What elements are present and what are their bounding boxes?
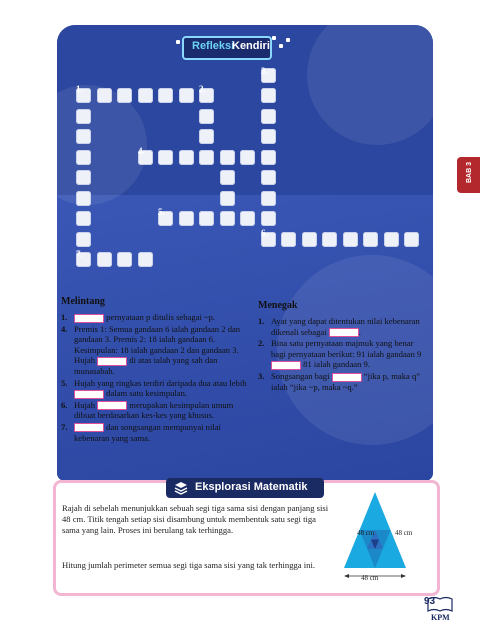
clue-text: di atas ialah yang sah dan munasabah. xyxy=(74,355,218,376)
exploration-paragraph-2: Hitung jumlah perimeter semua segi tiga sama sisi yang tak terhingga ini. xyxy=(62,560,315,570)
clue-number: 1. xyxy=(258,316,265,326)
clue-text: merupakan kesimpulan umum dibuat berdasarkan kes-kes yang khusus. xyxy=(74,399,234,421)
sparkle-icon xyxy=(286,38,290,42)
crossword-cell[interactable] xyxy=(97,252,112,267)
clue-down-3 xyxy=(258,371,428,392)
clue-text: pernyataan p ditulis sebagai ~p. xyxy=(104,312,216,322)
clue-number: 7. xyxy=(61,421,68,432)
answer-blank xyxy=(74,423,104,432)
crossword-cell[interactable] xyxy=(76,150,91,165)
clue-text: dan songsangan mempunyai nilai kebenaran yang sama. xyxy=(74,421,221,443)
answer-blank xyxy=(97,357,127,366)
crossword-cell[interactable] xyxy=(179,150,194,165)
clue-number: 3. xyxy=(258,370,265,381)
crossword-cell[interactable] xyxy=(261,88,276,103)
crossword-cell[interactable] xyxy=(240,211,255,226)
chapter-tab-label: BAB 3 xyxy=(466,161,473,183)
crossword-cell[interactable] xyxy=(76,232,91,247)
crossword-cell[interactable] xyxy=(199,211,214,226)
clue-down-1 xyxy=(258,316,428,337)
sierpinski-triangle-diagram xyxy=(340,490,436,586)
crossword-cell[interactable] xyxy=(281,232,296,247)
title-part1: Refleksi xyxy=(192,40,235,52)
reflection-title-badge xyxy=(182,36,272,60)
crossword-cell[interactable] xyxy=(384,232,399,247)
clue-number: 6. xyxy=(61,399,68,410)
title-part2: Kendiri xyxy=(232,40,270,52)
crossword-cell[interactable] xyxy=(199,150,214,165)
crossword-cell[interactable] xyxy=(199,129,214,144)
sparkle-icon xyxy=(176,40,180,44)
clue-text: . xyxy=(358,326,361,337)
layers-icon xyxy=(174,481,188,495)
sparkle-icon xyxy=(279,44,283,48)
crossword-cell[interactable] xyxy=(76,109,91,124)
exploration-paragraph-1: Rajah di sebelah menunjukkan sebuah segi tiga sama sisi dengan panjang sisi 48 cm. Titik tengah setiap sisi disambung untuk membentuk satu segi tiga sama yang lain. Proses ini berulang tak terhingga. xyxy=(62,503,329,535)
answer-blank xyxy=(329,328,359,337)
clues-across xyxy=(61,296,251,444)
crossword-cell[interactable] xyxy=(76,170,91,185)
clue-number-5: 5. xyxy=(158,207,165,217)
crossword-cell[interactable] xyxy=(220,170,235,185)
clue-text: Songsangan bagi xyxy=(271,370,332,381)
crossword-cell[interactable] xyxy=(220,211,235,226)
crossword-cell[interactable] xyxy=(199,109,214,124)
clues-down xyxy=(258,300,428,393)
clue-number-6: 6. xyxy=(261,228,268,238)
crossword-cell[interactable] xyxy=(158,150,173,165)
crossword-cell[interactable] xyxy=(363,232,378,247)
crossword-cell[interactable] xyxy=(261,150,276,165)
crossword-cell[interactable] xyxy=(97,88,112,103)
crossword-cell[interactable] xyxy=(240,150,255,165)
clue-number-4: 4. xyxy=(138,146,145,156)
clue-number-3: 3. xyxy=(261,66,268,76)
label-right-side: 48 cm xyxy=(395,529,413,537)
crossword-cell[interactable] xyxy=(302,232,317,247)
clue-across-7 xyxy=(61,422,251,443)
clue-text: Ayat yang dapat ditentukan nilai kebenaran dikenali sebagai xyxy=(271,316,420,337)
clue-number-1: 1. xyxy=(76,84,83,94)
crossword-cell[interactable] xyxy=(117,252,132,267)
clue-number: 5. xyxy=(61,377,68,388)
arrow-head xyxy=(401,574,406,578)
clue-text: dalam satu kesimpulan. xyxy=(104,388,188,399)
clues-down-heading: Menegak xyxy=(258,300,298,311)
clues-across-heading: Melintang xyxy=(61,296,105,307)
clue-number: 4. xyxy=(61,323,68,334)
crossword-cell[interactable] xyxy=(322,232,337,247)
page-number: 93 xyxy=(424,596,436,607)
clue-number-2: 2. xyxy=(199,84,206,94)
clue-down-2 xyxy=(258,338,428,370)
answer-blank xyxy=(332,373,362,382)
exploration-title: Eksplorasi Matematik xyxy=(195,481,308,493)
clue-text: Bina satu pernyataan majmuk yang benar bagi pernyataan berikut: 91 ialah gandaan 9 xyxy=(271,338,422,359)
crossword-cell[interactable] xyxy=(404,232,419,247)
crossword-cell[interactable] xyxy=(261,191,276,206)
crossword-cell[interactable] xyxy=(179,88,194,103)
clue-across-5 xyxy=(61,378,251,399)
crossword-cell[interactable] xyxy=(76,211,91,226)
crossword-cell[interactable] xyxy=(261,170,276,185)
crossword-cell[interactable] xyxy=(179,211,194,226)
clue-across-4 xyxy=(61,324,251,377)
publisher-logo: KPM xyxy=(431,613,450,622)
crossword-cell[interactable] xyxy=(158,88,173,103)
crossword-cell[interactable] xyxy=(261,211,276,226)
chapter-tab xyxy=(457,157,480,193)
sparkle-icon xyxy=(272,36,276,40)
clue-number: 1. xyxy=(61,312,68,322)
clue-text: “jika p, maka q” ialah “jika ~p, maka ~q.” xyxy=(271,370,421,392)
answer-blank xyxy=(97,401,127,410)
crossword-cell[interactable] xyxy=(117,88,132,103)
clue-text: Premis 1: Semua gandaan 6 ialah gandaan 2 dan gandaan 3. Premis 2: 18 ialah gandaan 6. Kesimpulan: 18 ialah gandaan 2 dan gandaan 3. Hujah xyxy=(74,323,241,366)
clue-text: Hujah xyxy=(74,399,98,410)
label-bottom-side: 48 cm xyxy=(361,574,379,582)
clue-text: 81 ialah gandaan 9. xyxy=(301,359,370,370)
crossword-cell[interactable] xyxy=(76,191,91,206)
exploration-header xyxy=(166,478,324,498)
crossword-cell[interactable] xyxy=(343,232,358,247)
answer-blank xyxy=(74,314,104,323)
crossword-cell[interactable] xyxy=(261,129,276,144)
clue-across-1 xyxy=(61,312,251,323)
clue-across-6 xyxy=(61,400,251,421)
crossword-cell[interactable] xyxy=(220,191,235,206)
answer-blank xyxy=(271,361,301,370)
crossword-cell[interactable] xyxy=(76,129,91,144)
clue-number-7: 7. xyxy=(76,249,83,259)
label-left-side: 48 cm xyxy=(357,529,375,537)
crossword-cell[interactable] xyxy=(138,88,153,103)
clue-text: Hujah yang ringkas terdiri daripada dua atau lebih xyxy=(74,377,247,388)
answer-blank xyxy=(74,390,104,399)
crossword-cell[interactable] xyxy=(138,252,153,267)
clue-number: 2. xyxy=(258,338,265,349)
arrow-head xyxy=(344,574,349,578)
crossword-cell[interactable] xyxy=(261,109,276,124)
crossword-cell[interactable] xyxy=(220,150,235,165)
